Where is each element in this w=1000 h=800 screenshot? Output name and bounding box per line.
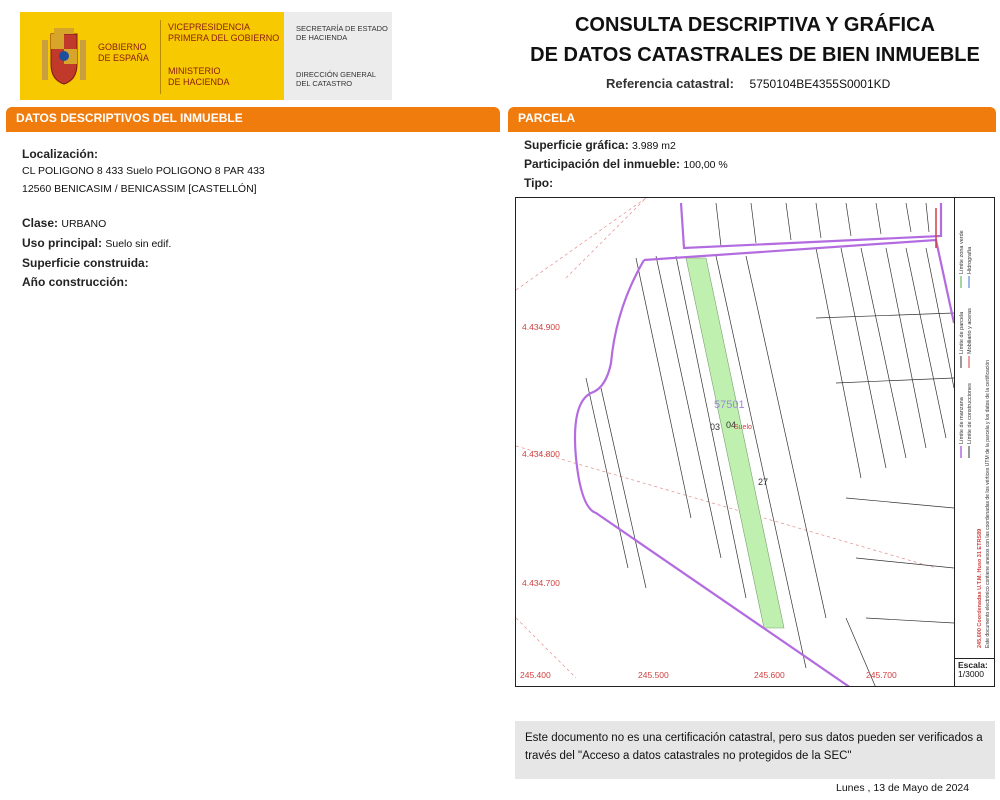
gobierno-espana-text: GOBIERNO DE ESPAÑA xyxy=(98,42,149,63)
government-logo xyxy=(20,12,392,100)
sup-grafica-value: 3.989 m2 xyxy=(632,140,676,152)
secretaria-text: SECRETARÍA DE ESTADO DE HACIENDA xyxy=(296,24,388,42)
ref-label: Referencia catastral: xyxy=(606,76,734,91)
document-date: Lunes , 13 de Mayo de 2024 xyxy=(836,782,970,794)
parcel-label: 57501 xyxy=(714,399,745,411)
y-label-800: 4.434.800 xyxy=(522,449,560,459)
map-drawing xyxy=(516,198,954,687)
participacion-value: 100,00 % xyxy=(683,159,728,171)
localizacion-block xyxy=(22,147,265,195)
x-label-600: 245.600 xyxy=(754,670,785,680)
verification-note: Este documento no es una certificación catastral, pero sus datos pueden ser verificados a través del "Acceso a datos catastrales no protegidos de la SEC" xyxy=(515,721,995,779)
green-zone xyxy=(686,258,784,628)
logo-divider xyxy=(160,20,161,94)
map-legend xyxy=(954,198,995,658)
legend-zona-verde: Límite zona verde xyxy=(959,230,965,274)
tipo-label: Tipo: xyxy=(524,176,554,190)
legend-limite-construcciones: Límite de construcciones xyxy=(967,383,973,444)
plot-label-27: 27 xyxy=(758,477,769,487)
scale-value: 1/3000 xyxy=(958,669,984,679)
y-label-700: 4.434.700 xyxy=(522,578,560,588)
scale-label: Escala: xyxy=(958,660,988,670)
document-title-line2: DE DATOS CATASTRALES DE BIEN INMUEBLE xyxy=(530,44,980,66)
uso-row: Uso principal: Suelo sin edif. xyxy=(22,236,172,250)
anio-construccion-label: Año construcción: xyxy=(22,275,129,289)
x-label-500: 245.500 xyxy=(638,670,669,680)
x-label-400: 245.400 xyxy=(520,670,551,680)
legend-mobiliario: Mobiliario y aceras xyxy=(967,308,973,354)
legend-limite-parcela: Límite de parcela xyxy=(959,311,965,354)
ref-value: 5750104BE4355S0001KD xyxy=(749,77,891,91)
participacion-row: Participación del inmueble: 100,00 % xyxy=(524,157,728,171)
document-title-line1: CONSULTA DESCRIPTIVA Y GRÁFICA xyxy=(574,14,936,36)
plot-label-suelo: Suelo xyxy=(734,424,752,431)
map-scale xyxy=(954,658,994,686)
sup-grafica-row: Superficie gráfica: 3.989 m2 xyxy=(524,138,676,152)
superficie-construida-label: Superficie construida: xyxy=(22,256,149,270)
legend-hidrografia: Hidrografía xyxy=(967,246,973,274)
y-label-900: 4.434.900 xyxy=(522,322,560,332)
legend-limite-manzana: Límite de manzana xyxy=(959,397,965,444)
x-label-700: 245.700 xyxy=(866,670,897,680)
coat-of-arms-icon xyxy=(38,26,90,88)
legend-drawing xyxy=(955,198,995,658)
plot-label-04: 04 xyxy=(726,420,737,430)
localizacion-label: Localización: xyxy=(22,147,99,161)
legend-coordinates: 245,600 Coordenadas U.T.M. Huso 31 ETRS89 xyxy=(977,528,983,648)
cadastral-map[interactable] xyxy=(515,197,995,687)
vicepresidencia-text: VICEPRESIDENCIA PRIMERA DEL GOBIERNO xyxy=(168,22,280,43)
referencia-catastral xyxy=(606,76,890,91)
parcela-fields xyxy=(524,136,728,192)
datos-descriptivos-header: DATOS DESCRIPTIVOS DEL INMUEBLE xyxy=(6,107,500,129)
uso-value: Suelo sin edif. xyxy=(105,238,172,250)
descriptive-fields xyxy=(22,214,171,292)
right-header-underline xyxy=(508,129,996,132)
legend-coord-note: Este documento electrónico contiene anexos con las coordenadas de los vértices UTM de la parcela y los datos de la certificación xyxy=(985,360,991,648)
clase-value: URBANO xyxy=(61,218,107,230)
left-header-underline xyxy=(6,129,500,132)
direccion-text: DIRECCIÓN GENERAL DEL CATASTRO xyxy=(296,70,377,88)
ministerio-text: MINISTERIO DE HACIENDA xyxy=(168,66,230,87)
localizacion-line2: 12560 BENICASIM / BENICASSIM [CASTELLÓN] xyxy=(22,183,257,195)
clase-row: Clase: URBANO xyxy=(22,216,107,230)
plot-label-03: 03 xyxy=(710,422,721,432)
localizacion-line1: CL POLIGONO 8 433 Suelo POLIGONO 8 PAR 433 xyxy=(22,165,265,177)
parcela-header: PARCELA xyxy=(508,107,996,129)
